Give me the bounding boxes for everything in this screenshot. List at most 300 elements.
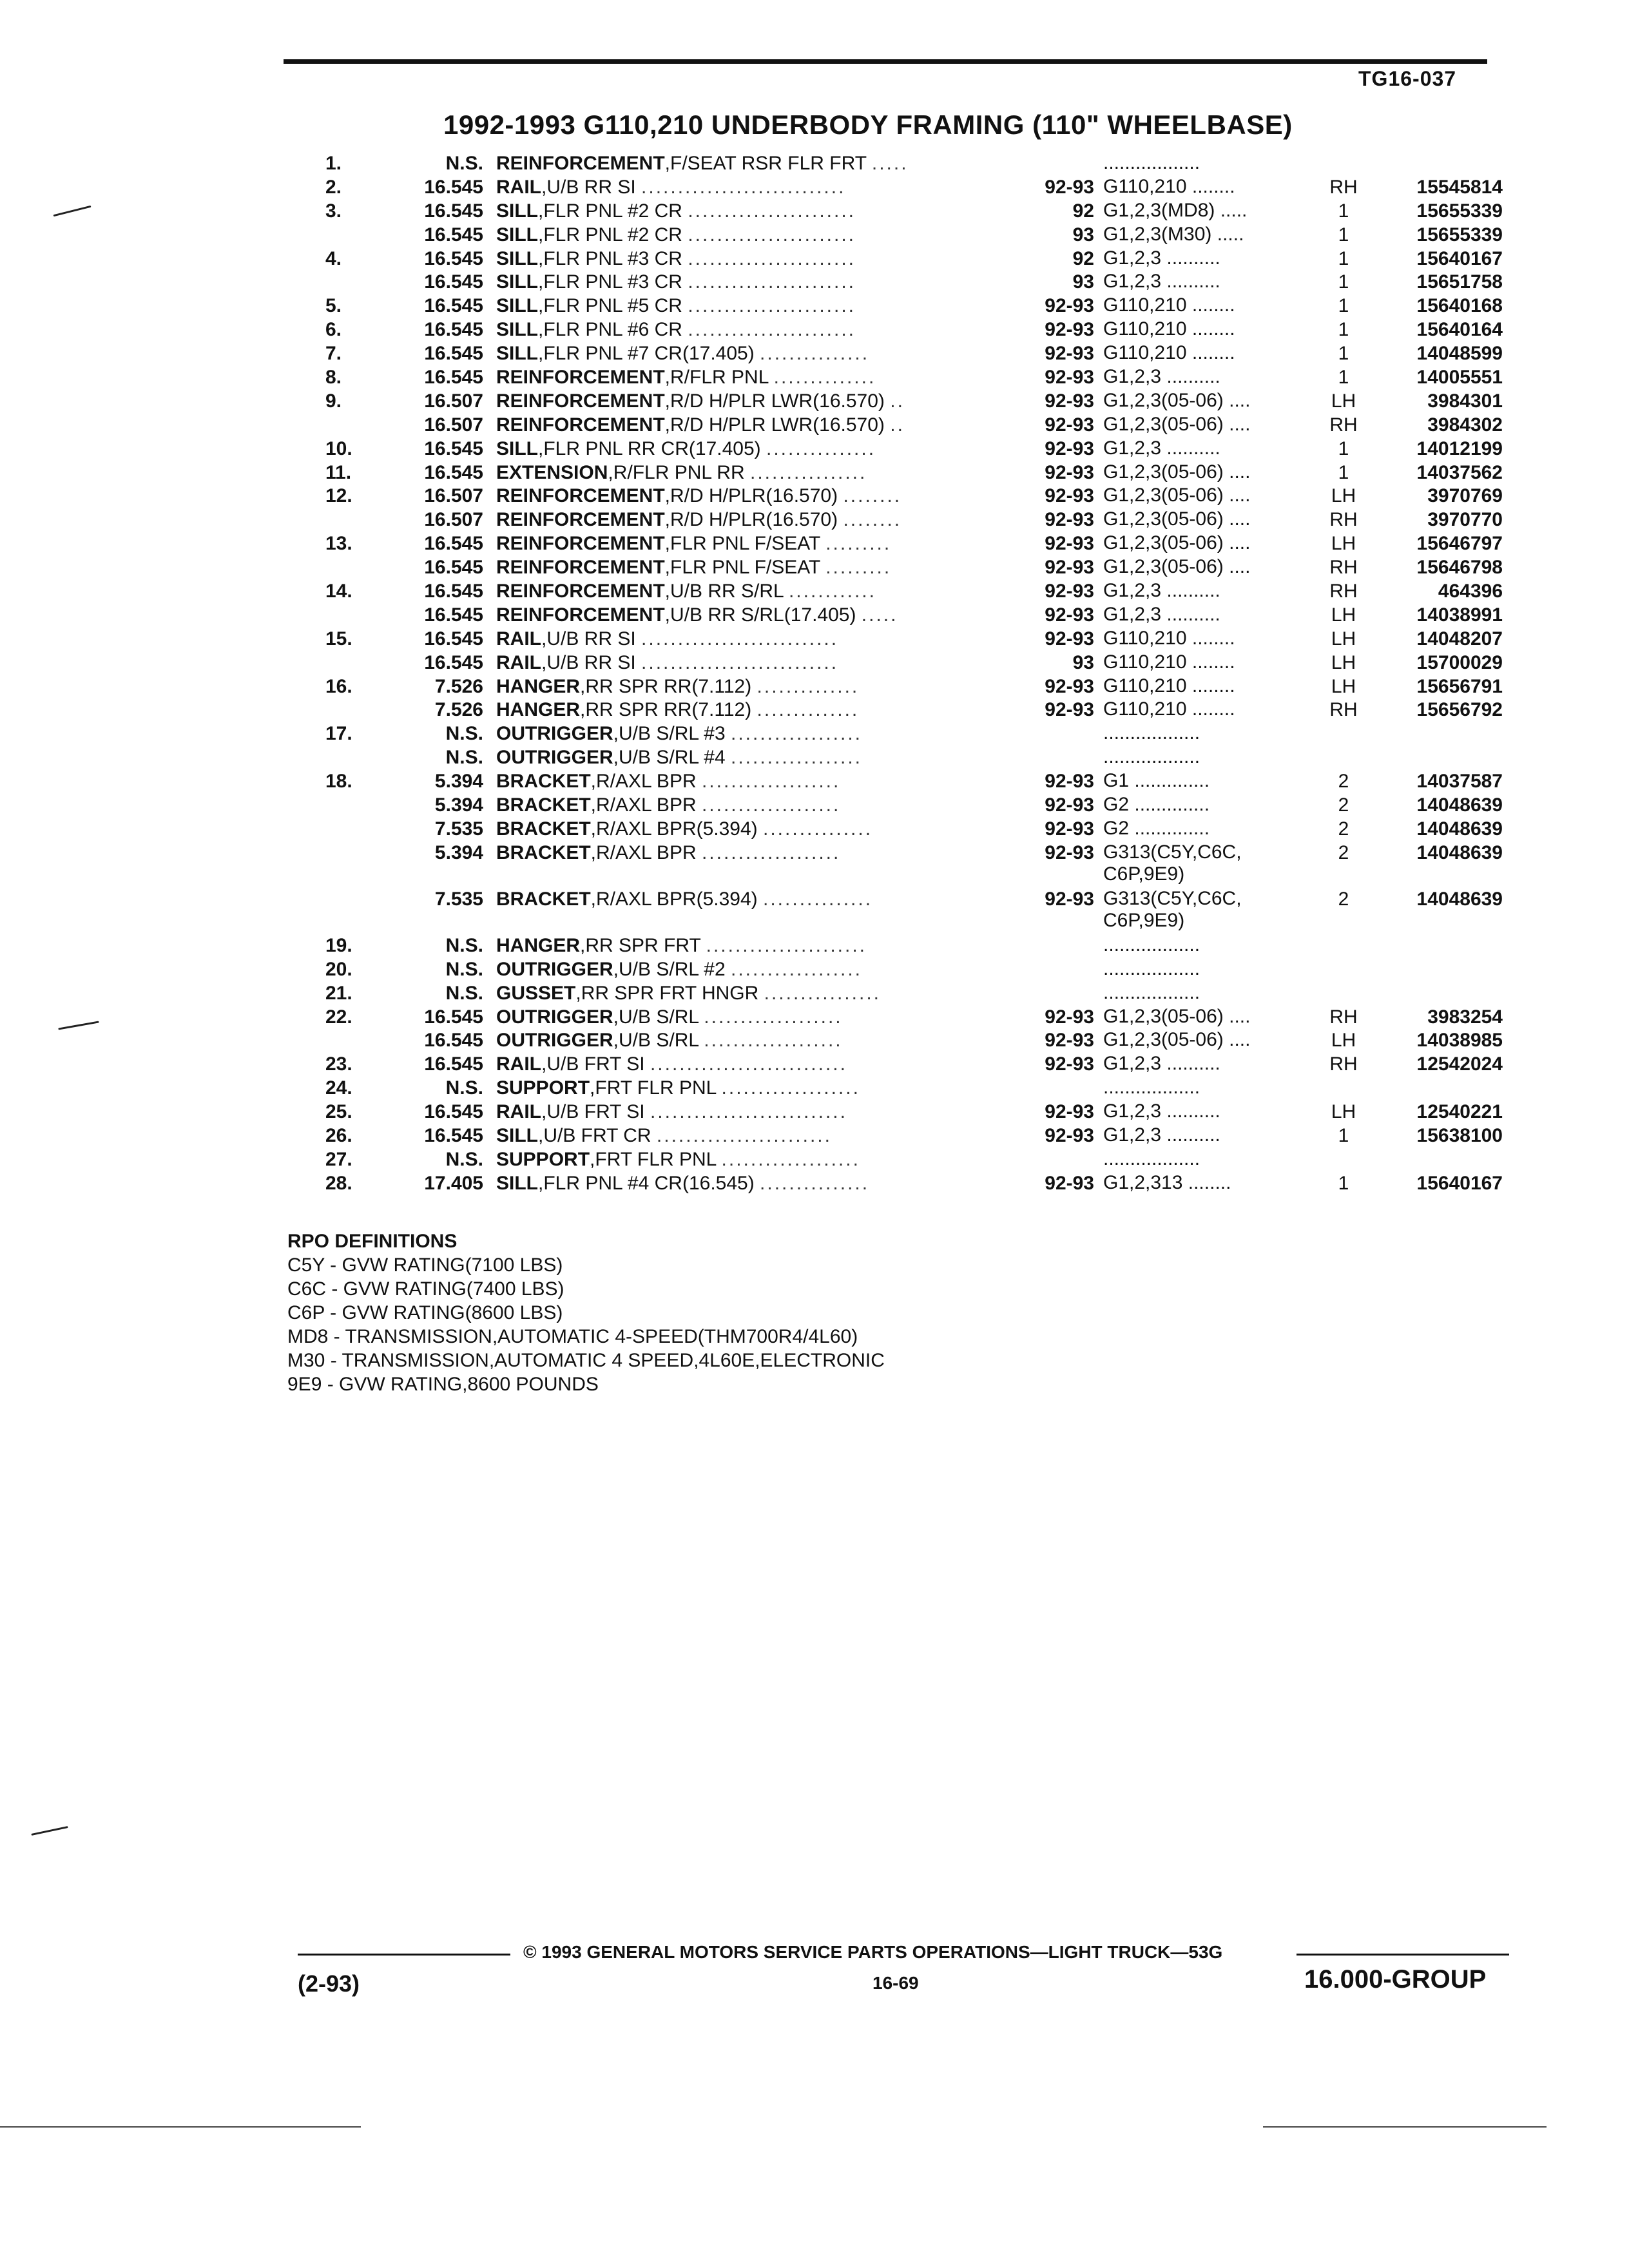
part-row	[0, 1053, 1629, 1077]
scan-line	[0, 2126, 361, 2128]
part-description	[496, 366, 999, 390]
part-description	[496, 958, 999, 982]
part-number: 3970769	[1427, 485, 1503, 507]
model-years: 92-93	[1045, 533, 1094, 555]
model-years: 92-93	[1045, 509, 1094, 531]
group-number: 16.545	[424, 200, 483, 222]
part-description	[496, 390, 999, 414]
part-detail: ,U/B FRT SI	[541, 1101, 645, 1123]
model-usage: ..................	[1103, 152, 1200, 173]
model-usage: G1,2,3(05-06) ....	[1103, 389, 1251, 411]
part-description	[496, 841, 999, 865]
part-description	[496, 794, 999, 818]
part-name: BRACKET	[496, 771, 591, 793]
group-number: 5.394	[434, 771, 483, 793]
quantity: 1	[1338, 295, 1349, 317]
part-detail: ,R/AXL BPR	[590, 794, 697, 816]
part-detail: ,R/AXL BPR(5.394)	[590, 818, 758, 840]
item-number: 26.	[325, 1124, 352, 1146]
item-number: 25.	[325, 1101, 352, 1123]
part-description	[496, 1029, 999, 1053]
part-description	[496, 342, 999, 366]
part-number: 14005551	[1416, 367, 1503, 389]
part-number: 15700029	[1416, 651, 1503, 673]
part-row	[0, 366, 1629, 390]
part-detail: ,FLR PNL #3 CR	[538, 247, 682, 269]
quantity: LH	[1331, 628, 1356, 649]
model-years: 92-93	[1045, 485, 1094, 507]
part-number: 14038985	[1416, 1030, 1503, 1052]
model-years: 92-93	[1045, 794, 1094, 816]
part-number: 14037587	[1416, 771, 1503, 793]
part-number: 464396	[1438, 581, 1503, 602]
part-row	[0, 461, 1629, 485]
part-row	[0, 934, 1629, 958]
model-usage: G313(C5Y,C6C, C6P,9E9)	[1103, 841, 1242, 885]
item-number: 16.	[325, 675, 352, 697]
group-number: 5.394	[434, 841, 483, 863]
page-code: TG16-037	[1358, 67, 1457, 90]
leader-dots: ................	[764, 982, 881, 1004]
model-years: 92-93	[1045, 367, 1094, 389]
model-usage: G1,2,313 ........	[1103, 1171, 1231, 1193]
part-row	[0, 1100, 1629, 1124]
leader-dots: ..............	[757, 675, 860, 697]
part-detail: ,FLR PNL F/SEAT	[664, 557, 820, 579]
part-number: 15646798	[1416, 557, 1503, 579]
part-name: OUTRIGGER	[496, 1030, 613, 1052]
model-usage: G1,2,3(05-06) ....	[1103, 413, 1251, 435]
part-row	[0, 342, 1629, 366]
model-usage: ..................	[1103, 934, 1200, 956]
leader-dots: ...................	[701, 771, 841, 793]
model-usage: G110,210 ........	[1103, 342, 1235, 364]
leader-dots: .......................	[688, 319, 856, 341]
part-row	[0, 722, 1629, 746]
part-row	[0, 982, 1629, 1006]
part-detail: ,R/FLR PNL RR	[608, 461, 745, 483]
part-name: RAIL	[496, 1101, 541, 1123]
part-number: 3984301	[1427, 390, 1503, 412]
model-usage: G313(C5Y,C6C, C6P,9E9)	[1103, 887, 1242, 931]
part-name: OUTRIGGER	[496, 958, 613, 980]
item-number: 18.	[325, 771, 352, 793]
model-usage: G1,2,3 ..........	[1103, 366, 1220, 388]
item-number: 3.	[325, 200, 342, 222]
model-usage: ..................	[1103, 981, 1200, 1003]
item-number: 10.	[325, 437, 352, 459]
part-name: SILL	[496, 271, 538, 293]
part-detail: ,R/D H/PLR LWR(16.570)	[664, 414, 885, 436]
item-number: 14.	[325, 581, 352, 602]
part-detail: ,FLR PNL #2 CR	[538, 200, 682, 222]
part-name: REINFORCEMENT	[496, 581, 665, 602]
footer-rule-left	[298, 1954, 510, 1956]
model-years: 92-93	[1045, 675, 1094, 697]
part-detail: ,FLR PNL #7 CR(17.405)	[538, 343, 755, 365]
part-row	[0, 604, 1629, 628]
part-detail: ,RR SPR FRT HNGR	[575, 982, 759, 1004]
part-name: RAIL	[496, 651, 541, 673]
model-usage: G1,2,3 ..........	[1103, 271, 1220, 293]
part-name: GUSSET	[496, 982, 576, 1004]
model-years: 92-93	[1045, 557, 1094, 579]
part-name: SILL	[496, 200, 538, 222]
group-number: 16.545	[424, 604, 483, 626]
model-years: 92-93	[1045, 1101, 1094, 1123]
model-usage: ..................	[1103, 746, 1200, 768]
part-row	[0, 1006, 1629, 1030]
part-detail: ,FRT FLR PNL	[590, 1077, 717, 1099]
part-description	[496, 604, 999, 628]
part-name: HANGER	[496, 699, 581, 721]
item-number: 20.	[325, 958, 352, 980]
part-name: SILL	[496, 1172, 538, 1194]
group-number: 16.545	[424, 581, 483, 602]
part-detail: ,FLR PNL F/SEAT	[664, 533, 820, 555]
group-number: 16.507	[424, 485, 483, 507]
part-detail: ,U/B S/RL #3	[613, 723, 726, 745]
quantity: LH	[1331, 485, 1356, 507]
part-detail: ,R/D H/PLR(16.570)	[664, 509, 838, 531]
part-detail: ,FRT FLR PNL	[590, 1148, 717, 1170]
part-detail: ,U/B RR SI	[541, 176, 636, 198]
group-number: 16.545	[424, 367, 483, 389]
leader-dots: ........	[843, 485, 902, 507]
group-number: 16.545	[424, 437, 483, 459]
part-row	[0, 888, 1629, 934]
group-number: N.S.	[445, 723, 483, 745]
part-name: BRACKET	[496, 818, 591, 840]
part-row	[0, 485, 1629, 508]
part-row	[0, 508, 1629, 532]
part-number: 14038991	[1416, 604, 1503, 626]
leader-dots: ...............	[760, 343, 870, 365]
quantity: LH	[1331, 604, 1356, 626]
leader-dots: ...................	[704, 1006, 843, 1028]
part-description	[496, 461, 999, 485]
part-detail: ,FLR PNL #3 CR	[538, 271, 682, 293]
part-name: EXTENSION	[496, 461, 608, 483]
model-usage: G1 ..............	[1103, 770, 1210, 792]
model-usage: G1,2,3 ..........	[1103, 1124, 1220, 1146]
group-number: 16.545	[424, 176, 483, 198]
part-name: HANGER	[496, 934, 581, 956]
model-usage: G1,2,3(05-06) ....	[1103, 556, 1251, 578]
group-number: 7.535	[434, 888, 483, 910]
model-years: 92-93	[1045, 414, 1094, 436]
part-name: SILL	[496, 437, 538, 459]
group-number: 16.545	[424, 343, 483, 365]
item-number: 11.	[325, 461, 352, 483]
quantity: 1	[1338, 224, 1349, 245]
quantity: RH	[1329, 414, 1358, 436]
part-number: 12542024	[1416, 1053, 1503, 1075]
model-usage: G110,210 ........	[1103, 651, 1235, 673]
part-name: REINFORCEMENT	[496, 533, 665, 555]
model-usage: G1,2,3 ..........	[1103, 437, 1220, 459]
group-number: 16.545	[424, 271, 483, 293]
model-years: 92-93	[1045, 1030, 1094, 1052]
part-name: REINFORCEMENT	[496, 557, 665, 579]
part-description	[496, 746, 999, 770]
part-description	[496, 532, 999, 556]
top-rule	[284, 59, 1487, 64]
part-number: 14048639	[1416, 818, 1503, 840]
model-years: 92-93	[1045, 1053, 1094, 1075]
model-years: 92-93	[1045, 1124, 1094, 1146]
part-description	[496, 200, 999, 224]
model-usage: G110,210 ........	[1103, 294, 1235, 316]
part-name: RAIL	[496, 1053, 541, 1075]
item-number: 8.	[325, 367, 342, 389]
part-name: RAIL	[496, 628, 541, 649]
quantity: 1	[1338, 437, 1349, 459]
model-years: 92-93	[1045, 818, 1094, 840]
leader-dots: .......................	[688, 271, 856, 293]
part-number: 15638100	[1416, 1124, 1503, 1146]
part-description	[496, 1124, 999, 1148]
quantity: 1	[1338, 1172, 1349, 1194]
part-name: SUPPORT	[496, 1077, 590, 1099]
part-description	[496, 580, 999, 604]
group-number: 16.545	[424, 247, 483, 269]
part-number: 15640167	[1416, 247, 1503, 269]
model-years: 92-93	[1045, 888, 1094, 910]
model-usage: ..................	[1103, 957, 1200, 979]
part-number: 14048207	[1416, 628, 1503, 649]
part-description	[496, 982, 999, 1006]
quantity: LH	[1331, 1030, 1356, 1052]
part-name: SILL	[496, 295, 538, 317]
part-detail: ,U/B S/RL	[613, 1030, 699, 1052]
model-usage: ..................	[1103, 1077, 1200, 1099]
model-years: 92-93	[1045, 1172, 1094, 1194]
part-row	[0, 698, 1629, 722]
part-detail: ,R/AXL BPR(5.394)	[590, 888, 758, 910]
model-years: 92-93	[1045, 343, 1094, 365]
group-number: 16.545	[424, 224, 483, 245]
rpo-item: 9E9 - GVW RATING,8600 POUNDS	[287, 1374, 599, 1395]
model-usage: G1,2,3(05-06) ....	[1103, 461, 1251, 483]
part-description	[496, 271, 999, 294]
leader-dots: .......................	[688, 295, 856, 317]
model-usage: G110,210 ........	[1103, 675, 1235, 697]
model-years: 92-93	[1045, 319, 1094, 341]
part-name: HANGER	[496, 675, 581, 697]
rpo-item: MD8 - TRANSMISSION,AUTOMATIC 4-SPEED(THM700R4/4L60)	[287, 1326, 858, 1347]
quantity: 2	[1338, 888, 1349, 910]
group-number: N.S.	[445, 1077, 483, 1099]
part-detail: ,R/AXL BPR	[590, 841, 697, 863]
leader-dots: ......................	[706, 934, 867, 956]
rpo-item: M30 - TRANSMISSION,AUTOMATIC 4 SPEED,4L60E,ELECTRONIC	[287, 1350, 885, 1371]
part-row	[0, 176, 1629, 200]
model-usage: G1,2,3 ..........	[1103, 580, 1220, 602]
part-description	[496, 1006, 999, 1030]
model-usage: G2 ..............	[1103, 794, 1210, 816]
part-row	[0, 1124, 1629, 1148]
part-description	[496, 651, 999, 675]
part-description	[496, 628, 999, 651]
quantity: 2	[1338, 818, 1349, 840]
model-usage: G1,2,3(05-06) ....	[1103, 1029, 1251, 1051]
part-description	[496, 485, 999, 508]
part-detail: ,U/B S/RL	[613, 1006, 699, 1028]
leader-dots: ............	[788, 581, 876, 602]
leader-dots: ...................	[701, 794, 841, 816]
group-number: 16.545	[424, 1101, 483, 1123]
part-name: REINFORCEMENT	[496, 367, 665, 389]
leader-dots: ...............	[763, 818, 873, 840]
model-usage: G110,210 ........	[1103, 318, 1235, 340]
model-years: 92	[1072, 200, 1094, 222]
quantity: RH	[1329, 1006, 1358, 1028]
quantity: 1	[1338, 200, 1349, 222]
part-description	[496, 414, 999, 437]
part-name: BRACKET	[496, 841, 591, 863]
quantity: RH	[1329, 1053, 1358, 1075]
group-number: 16.545	[424, 1124, 483, 1146]
part-number: 15646797	[1416, 533, 1503, 555]
part-detail: ,RR SPR FRT	[580, 934, 701, 956]
part-number: 15545814	[1416, 176, 1503, 198]
group-number: 16.545	[424, 461, 483, 483]
part-detail: ,FLR PNL RR CR(17.405)	[538, 437, 761, 459]
leader-dots: ................	[749, 461, 867, 483]
model-years: 92-93	[1045, 581, 1094, 602]
part-row	[0, 628, 1629, 651]
item-number: 13.	[325, 533, 352, 555]
part-description	[496, 176, 999, 200]
part-row	[0, 675, 1629, 699]
part-detail: ,FLR PNL #6 CR	[538, 319, 682, 341]
group-number: 16.545	[424, 1053, 483, 1075]
group-number: 16.545	[424, 557, 483, 579]
part-description	[496, 294, 999, 318]
part-detail: ,U/B FRT SI	[541, 1053, 645, 1075]
part-detail: ,R/AXL BPR	[590, 771, 697, 793]
model-usage: G1,2,3(05-06) ....	[1103, 508, 1251, 530]
item-number: 5.	[325, 295, 342, 317]
leader-dots: ..............	[773, 367, 876, 389]
group-number: N.S.	[445, 747, 483, 769]
model-years: 92-93	[1045, 437, 1094, 459]
model-years: 92-93	[1045, 841, 1094, 863]
group-number: 7.526	[434, 675, 483, 697]
leader-dots: ............................	[641, 176, 846, 198]
part-detail: ,U/B RR S/RL	[664, 581, 784, 602]
part-number: 3984302	[1427, 414, 1503, 436]
quantity: 1	[1338, 247, 1349, 269]
group-number: N.S.	[445, 958, 483, 980]
part-row	[0, 224, 1629, 247]
footer-rule-right	[1296, 1954, 1509, 1956]
part-number: 15640168	[1416, 295, 1503, 317]
part-number: 15656791	[1416, 675, 1503, 697]
model-years: 92-93	[1045, 699, 1094, 721]
quantity: RH	[1329, 557, 1358, 579]
model-usage: G110,210 ........	[1103, 175, 1235, 197]
model-usage: G1,2,3(M30) .....	[1103, 223, 1244, 245]
model-years: 93	[1072, 651, 1094, 673]
part-row	[0, 1172, 1629, 1196]
part-detail: ,FLR PNL #5 CR	[538, 295, 682, 317]
part-row	[0, 770, 1629, 794]
item-number: 1.	[325, 153, 342, 174]
part-description	[496, 1100, 999, 1124]
group-number: 16.507	[424, 414, 483, 436]
group-number: N.S.	[445, 1148, 483, 1170]
part-detail: ,R/FLR PNL	[664, 367, 769, 389]
part-row	[0, 841, 1629, 888]
footer-date: (2-93)	[298, 1970, 360, 1997]
part-description	[496, 888, 999, 912]
part-detail: ,U/B RR S/RL(17.405)	[664, 604, 856, 626]
part-description	[496, 818, 999, 841]
leader-dots: ...................	[701, 841, 841, 863]
part-name: SILL	[496, 247, 538, 269]
group-number: N.S.	[445, 934, 483, 956]
part-row	[0, 958, 1629, 982]
footer-copyright: © 1993 GENERAL MOTORS SERVICE PARTS OPERATIONS—LIGHT TRUCK—53G	[523, 1942, 1223, 1962]
part-row	[0, 200, 1629, 224]
item-number: 15.	[325, 628, 352, 649]
model-usage: G1,2,3 ..........	[1103, 1053, 1220, 1075]
quantity: 2	[1338, 771, 1349, 793]
part-name: REINFORCEMENT	[496, 509, 665, 531]
item-number: 17.	[325, 723, 352, 745]
part-description	[496, 247, 999, 271]
part-detail: ,RR SPR RR(7.112)	[580, 675, 752, 697]
page-title: 1992-1993 G110,210 UNDERBODY FRAMING (110" WHEELBASE)	[443, 110, 1293, 140]
model-years: 92	[1072, 247, 1094, 269]
model-usage: G110,210 ........	[1103, 627, 1235, 649]
quantity: RH	[1329, 699, 1358, 721]
part-number: 14048599	[1416, 343, 1503, 365]
part-name: REINFORCEMENT	[496, 390, 665, 412]
item-number: 21.	[325, 982, 352, 1004]
quantity: 1	[1338, 271, 1349, 293]
item-number: 6.	[325, 319, 342, 341]
quantity: 2	[1338, 841, 1349, 863]
part-name: REINFORCEMENT	[496, 604, 665, 626]
quantity: 1	[1338, 367, 1349, 389]
scan-line	[1263, 2126, 1547, 2128]
group-number: N.S.	[445, 153, 483, 174]
part-number: 12540221	[1416, 1101, 1503, 1123]
part-number: 15640167	[1416, 1172, 1503, 1194]
part-description	[496, 698, 999, 722]
part-row	[0, 414, 1629, 437]
leader-dots: ..................	[730, 747, 863, 769]
quantity: LH	[1331, 675, 1356, 697]
leader-dots: ...........................	[650, 1053, 847, 1075]
item-number: 27.	[325, 1148, 352, 1170]
item-number: 23.	[325, 1053, 352, 1075]
part-row	[0, 1077, 1629, 1100]
group-number: 16.545	[424, 533, 483, 555]
group-number: 16.507	[424, 509, 483, 531]
part-number: 14048639	[1416, 841, 1503, 863]
binder-mark	[31, 1826, 68, 1836]
group-number: 17.405	[424, 1172, 483, 1194]
part-description	[496, 508, 999, 532]
group-number: 16.545	[424, 319, 483, 341]
part-row	[0, 1029, 1629, 1053]
part-detail: ,FLR PNL #2 CR	[538, 224, 682, 245]
model-years: 92-93	[1045, 390, 1094, 412]
